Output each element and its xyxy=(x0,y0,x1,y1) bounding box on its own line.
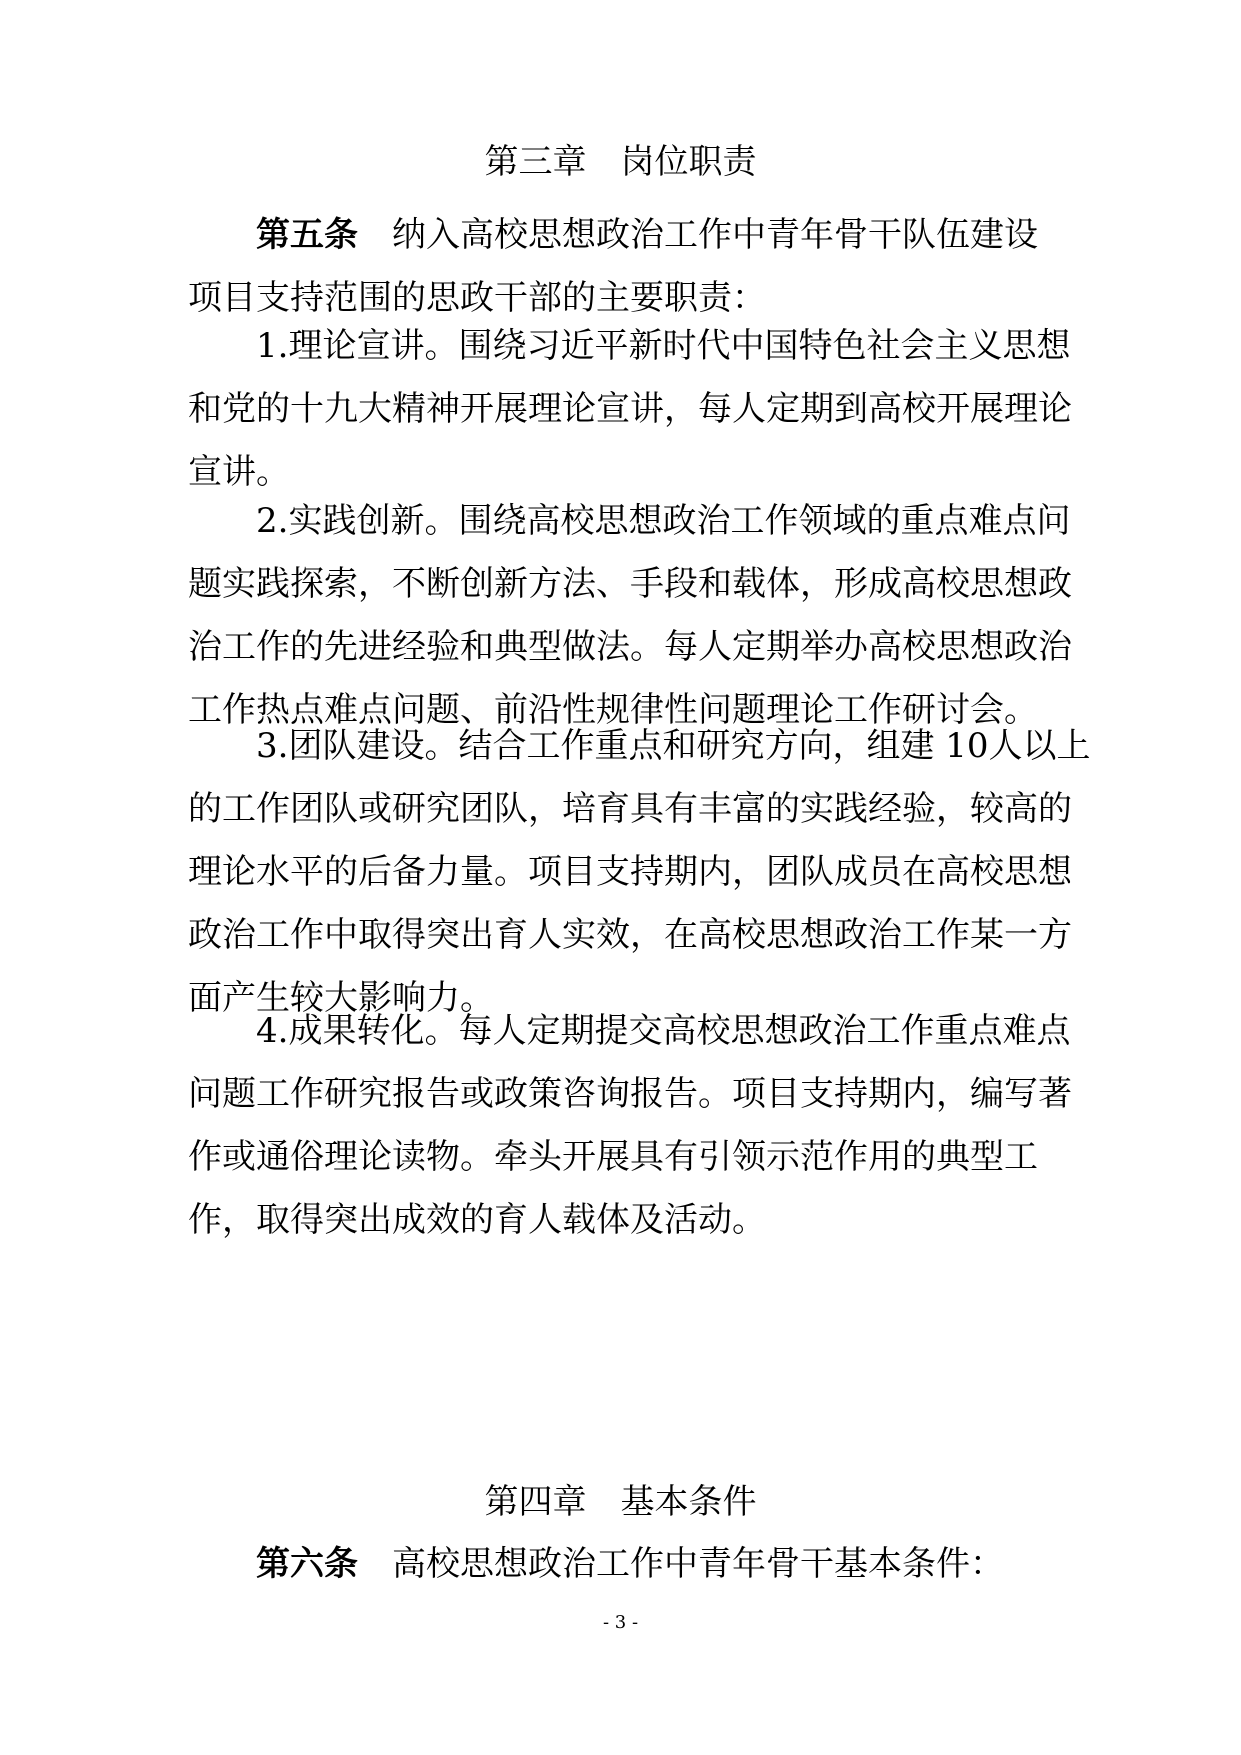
item-4-line-4: 作，取得突出成效的育人载体及活动。 xyxy=(188,1200,766,1240)
item-1-line-2: 和党的十九大精神开展理论宣讲，每人定期到高校开展理论 xyxy=(188,389,1072,429)
item-3-line-3: 理论水平的后备力量。项目支持期内，团队成员在高校思想 xyxy=(188,852,1072,892)
item-3-line-1: 3.团队建设。结合工作重点和研究方向，组建 10人以上 xyxy=(256,726,1091,766)
article-5 xyxy=(188,204,1058,330)
item-4-line-1: 4.成果转化。每人定期提交高校思想政治工作重点难点 xyxy=(256,1011,1071,1051)
article-5-label: 第五条 xyxy=(256,215,358,255)
article-5-line-2: 项目支持范围的思政干部的主要职责： xyxy=(188,278,766,318)
chapter-4-title: 第四章 基本条件 xyxy=(484,1482,757,1522)
item-3-line-5: 面产生较大影响力。 xyxy=(188,978,494,1018)
item-1-line-1: 1.理论宣讲。围绕习近平新时代中国特色社会主义思想 xyxy=(256,326,1071,366)
item-3-line-2: 的工作团队或研究团队，培育具有丰富的实践经验，较高的 xyxy=(188,789,1072,829)
item-4-paragraph xyxy=(188,1000,1072,1252)
item-2-paragraph xyxy=(188,490,1072,742)
item-4-line-3: 作或通俗理论读物。牵头开展具有引领示范作用的典型工 xyxy=(188,1137,1038,1177)
article-6-label: 第六条 xyxy=(256,1544,358,1584)
item-1-line-3: 宣讲。 xyxy=(188,452,290,492)
page-number: - 3 - xyxy=(602,1612,639,1633)
article-5-text-1: 纳入高校思想政治工作中青年骨干队伍建设 xyxy=(358,215,1038,255)
item-2-line-4: 工作热点难点问题、前沿性规律性问题理论工作研讨会。 xyxy=(188,690,1038,730)
article-6-line-1 xyxy=(188,1533,1058,1596)
item-2-line-2: 题实践探索，不断创新方法、手段和载体，形成高校思想政 xyxy=(188,564,1072,604)
item-2-line-3: 治工作的先进经验和典型做法。每人定期举办高校思想政治 xyxy=(188,627,1072,667)
item-4-line-2: 问题工作研究报告或政策咨询报告。项目支持期内，编写著 xyxy=(188,1074,1072,1114)
article-6 xyxy=(188,1533,1058,1596)
item-3-line-4: 政治工作中取得突出育人实效，在高校思想政治工作某一方 xyxy=(188,915,1072,955)
article-6-text: 高校思想政治工作中青年骨干基本条件： xyxy=(358,1544,1004,1584)
chapter-3-title: 第三章 岗位职责 xyxy=(484,142,757,182)
article-5-line-1 xyxy=(188,204,1058,267)
item-3-paragraph xyxy=(188,715,1091,1030)
item-2-line-1: 2.实践创新。围绕高校思想政治工作领域的重点难点问 xyxy=(256,501,1071,541)
item-1-paragraph xyxy=(188,315,1072,504)
